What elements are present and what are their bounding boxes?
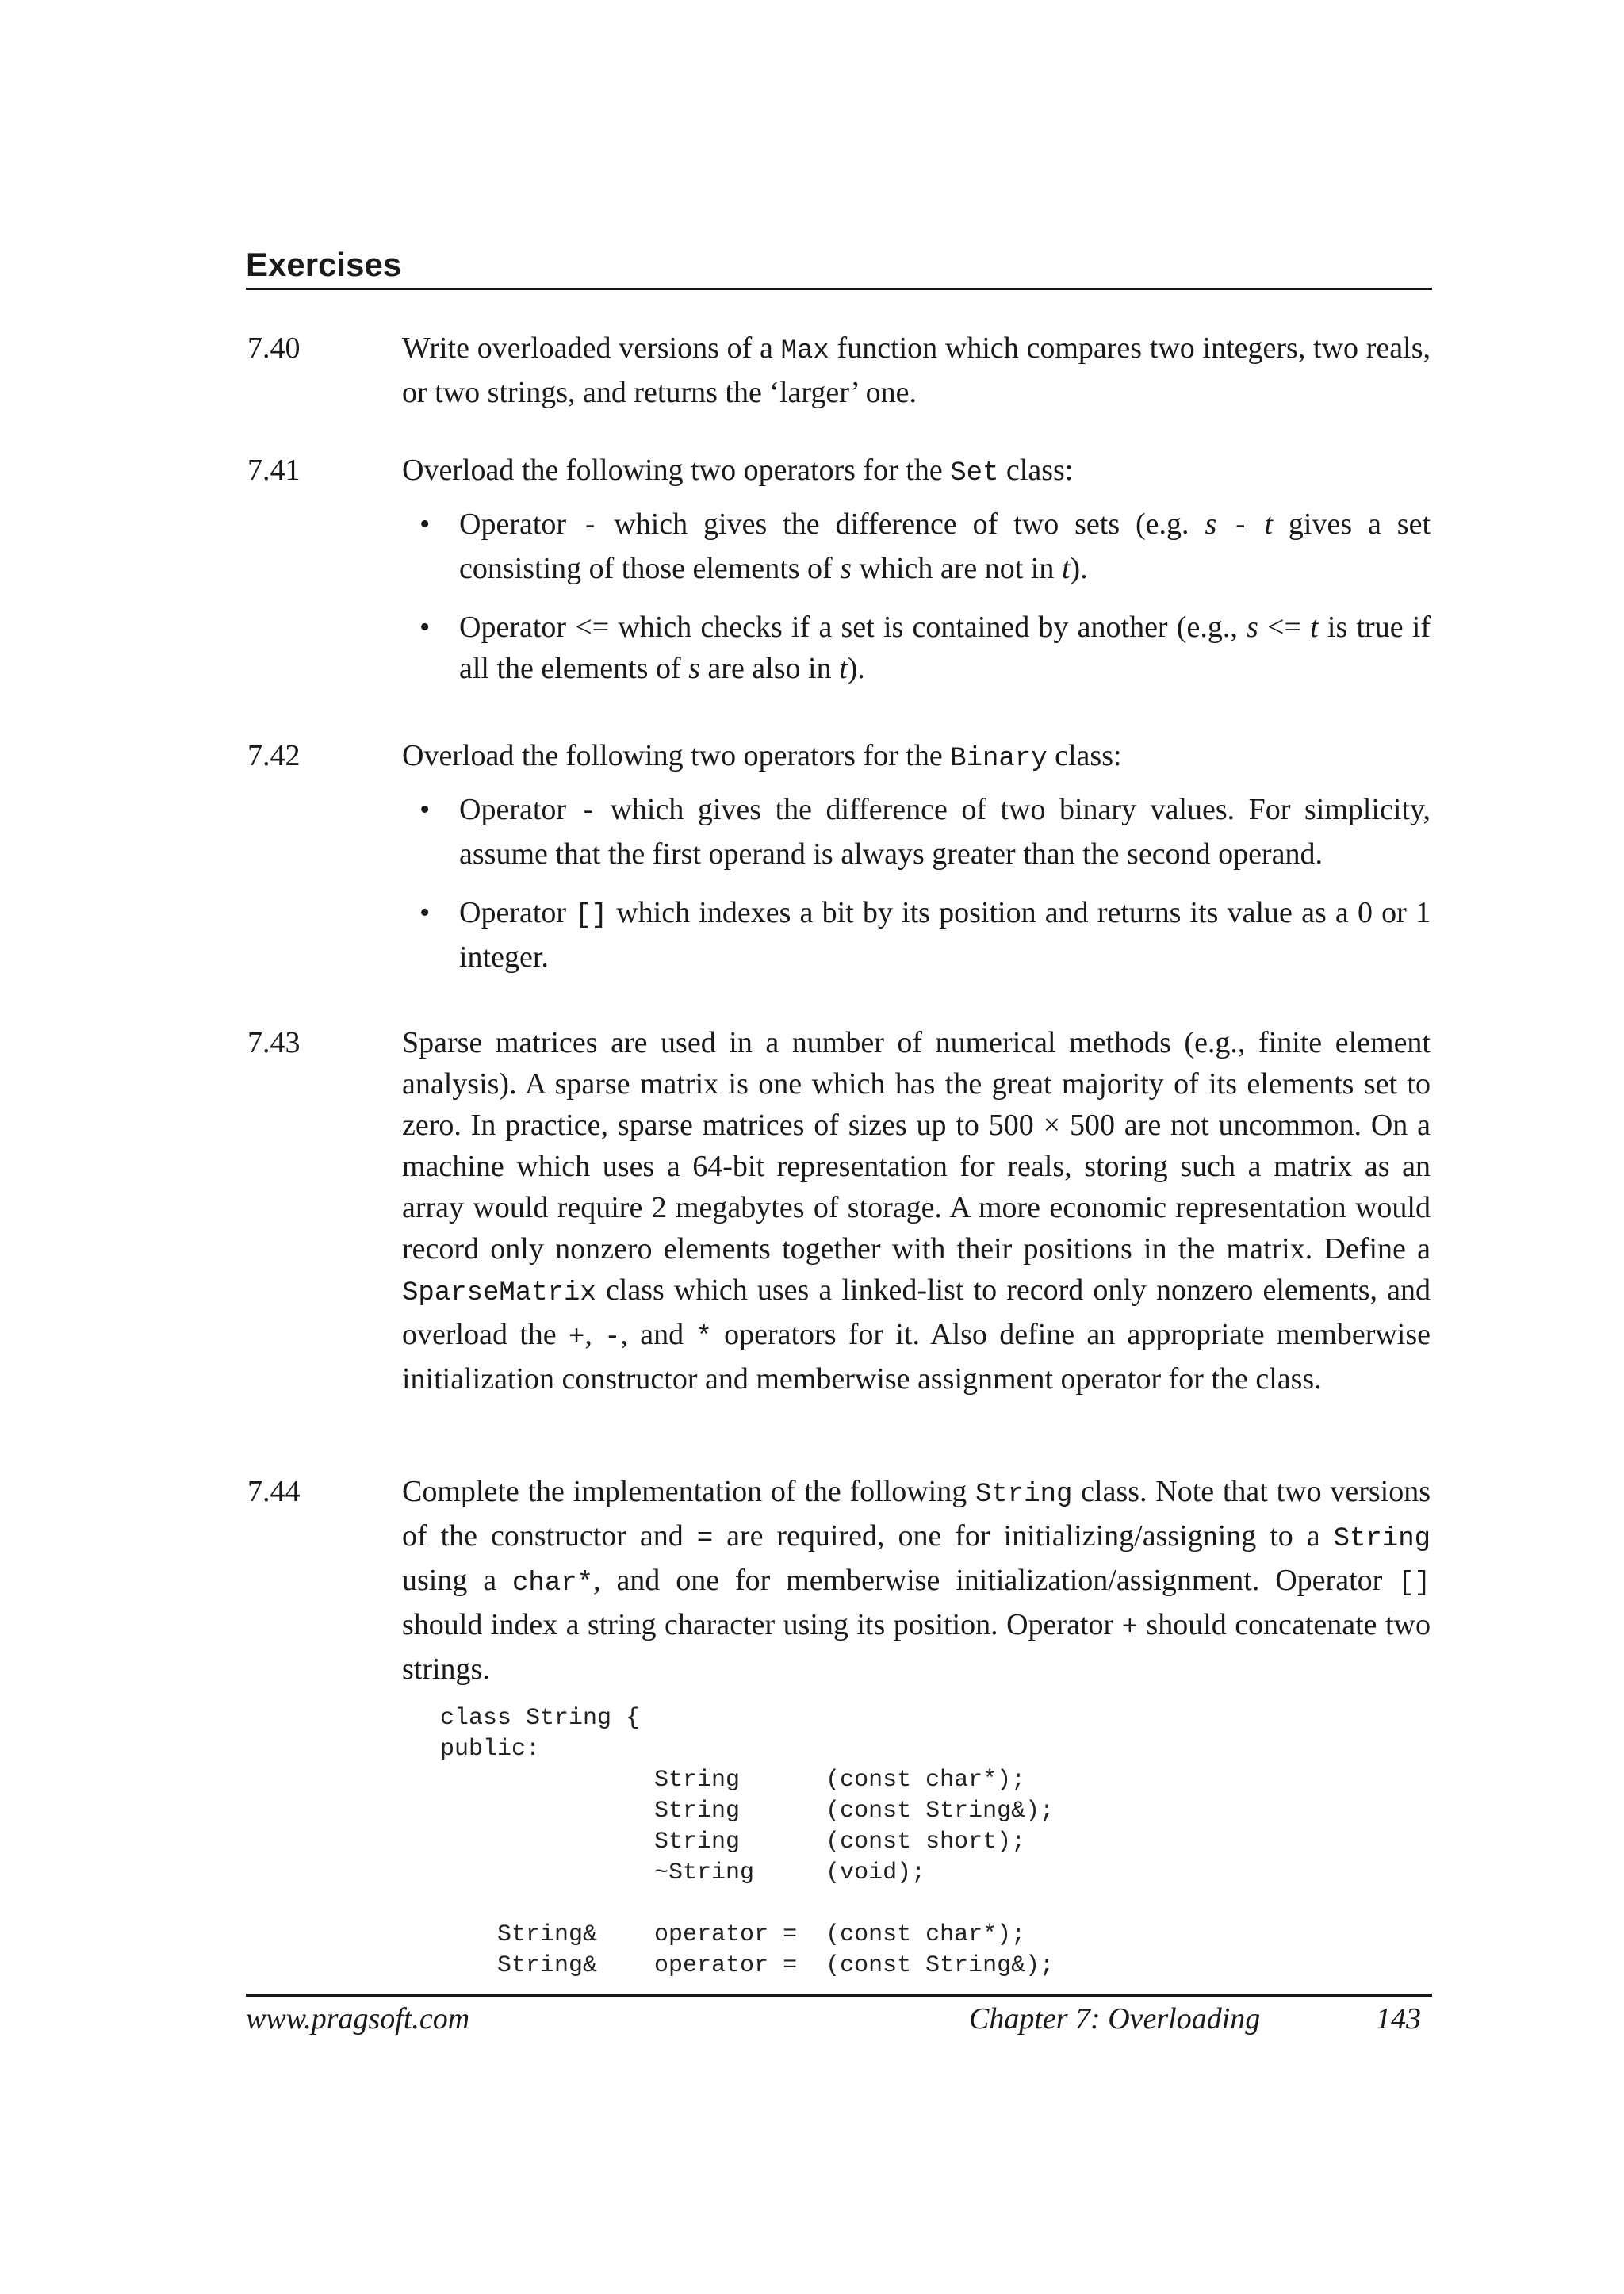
bullet-icon: • (419, 611, 431, 644)
inline-code: [] (1398, 1568, 1431, 1599)
math-variable: s (1247, 611, 1258, 644)
math-variable: t (1310, 611, 1319, 644)
inline-code: + (568, 1323, 585, 1353)
math-variable: t (839, 652, 848, 685)
inline-code: Max (780, 336, 829, 366)
math-variable: s (688, 652, 700, 685)
code-line: String (const short); (440, 1829, 1026, 1855)
exercise-number: 7.41 (247, 454, 301, 487)
list-item (402, 892, 1431, 978)
code-line: String& operator = (const char*); (440, 1921, 1026, 1948)
inline-code: SparseMatrix (402, 1278, 596, 1308)
exercise-number: 7.40 (247, 331, 301, 365)
exercises-heading: Exercises (246, 246, 402, 283)
code-listing (440, 1703, 1054, 1982)
code-line: String (const String&); (440, 1798, 1055, 1825)
footer-chapter: Chapter 7: Overloading (969, 2002, 1261, 2035)
inline-code: char* (512, 1568, 594, 1599)
code-line (440, 1889, 1054, 1920)
inline-code: - (581, 512, 599, 542)
code-line: ~String (void); (440, 1859, 926, 1886)
exercise-paragraph: Sparse matrices are used in a number of numerical methods (e.g., finite element analysis). A sparse matrix is one which has the great majority of its elements set to zero. In practice, sparse matrices of sizes up to 500 × 500 are not uncommon. On a machine which uses a 64-bit representation for reals, storing such a matrix as an array would require 2 megabytes of storage. A more economic representation would record only nonzero elements together with their positions in the matrix. Define a SparseMatrix class which uses a linked-list to record only nonzero elements, and overload the +, -, and * operators for it. Also define an appropriate memberwise initialization constructor and memberwise assignment operator for the class. (402, 1026, 1431, 1396)
inline-code: String (975, 1480, 1073, 1510)
footer-rule (246, 1994, 1432, 1997)
list-item (402, 789, 1431, 875)
exercise-text (402, 1471, 1431, 1690)
exercise-text (402, 1022, 1431, 1400)
footer-website: www.pragsoft.com (246, 2002, 470, 2035)
exercise-text (402, 735, 1431, 995)
list-item (402, 504, 1431, 589)
math-variable: s (1205, 507, 1217, 541)
bullet-icon: • (419, 896, 431, 929)
list-item (402, 607, 1431, 689)
exercise-number: 7.43 (247, 1026, 301, 1059)
exercise-intro: Overload the following two operators for the Binary class: (402, 739, 1122, 774)
inline-code: * (695, 1323, 712, 1353)
exercise-text (402, 450, 1431, 707)
exercise-paragraph: Complete the implementation of the following String class. Note that two versions of the constructor and = are required, one for initializing/assigning to a String using a char*, and one for memberwise initialization/assignment. Operator [] should index a string character using its position. Operator + should concatenate two strings. (402, 1475, 1431, 1686)
bullet-list (402, 789, 1431, 978)
inline-code: - (604, 1323, 621, 1353)
heading-rule (246, 288, 1432, 290)
exercise-number: 7.44 (247, 1475, 301, 1508)
inline-code: - (1232, 512, 1249, 542)
exercise-intro: Overload the following two operators for the Set class: (402, 454, 1074, 488)
math-variable: t (1061, 552, 1071, 585)
list-item-text: Operator - which gives the difference of two binary values. For simplicity, assume that the first operand is always greater than the second operand. (459, 793, 1431, 871)
inline-code: [] (575, 901, 608, 931)
inline-code: - (580, 798, 596, 828)
inline-code: String (1333, 1524, 1431, 1554)
list-item-text: Operator - which gives the difference of two sets (e.g. s - t gives a set consisting of those elements of s which are not in t). (459, 507, 1431, 585)
bullet-icon: • (419, 793, 431, 826)
exercise-number: 7.42 (247, 739, 301, 772)
bullet-list (402, 504, 1431, 689)
exercise-paragraph: Write overloaded versions of a Max function which compares two integers, two reals, or two strings, and returns the ‘larger’ one. (402, 331, 1431, 409)
inline-code: + (1121, 1613, 1138, 1643)
code-line: String (const char*); (440, 1767, 1026, 1794)
code-line: public: (440, 1736, 541, 1763)
exercise-text (402, 327, 1431, 413)
inline-code: = (696, 1524, 714, 1554)
math-variable: s (840, 552, 852, 585)
inline-code: Binary (950, 744, 1048, 774)
inline-code: Set (950, 458, 999, 488)
footer-page-number: 143 (1376, 2002, 1421, 2035)
code-line: class String { (440, 1705, 641, 1732)
bullet-icon: • (419, 507, 431, 541)
list-item-text: Operator [] which indexes a bit by its position and returns its value as a 0 or 1 integer. (459, 896, 1431, 974)
code-line: String& operator = (const String&); (440, 1952, 1055, 1979)
math-variable: t (1264, 507, 1274, 541)
list-item-text: Operator <= which checks if a set is contained by another (e.g., s <= t is true if all the elements of s are also in t). (459, 611, 1431, 685)
